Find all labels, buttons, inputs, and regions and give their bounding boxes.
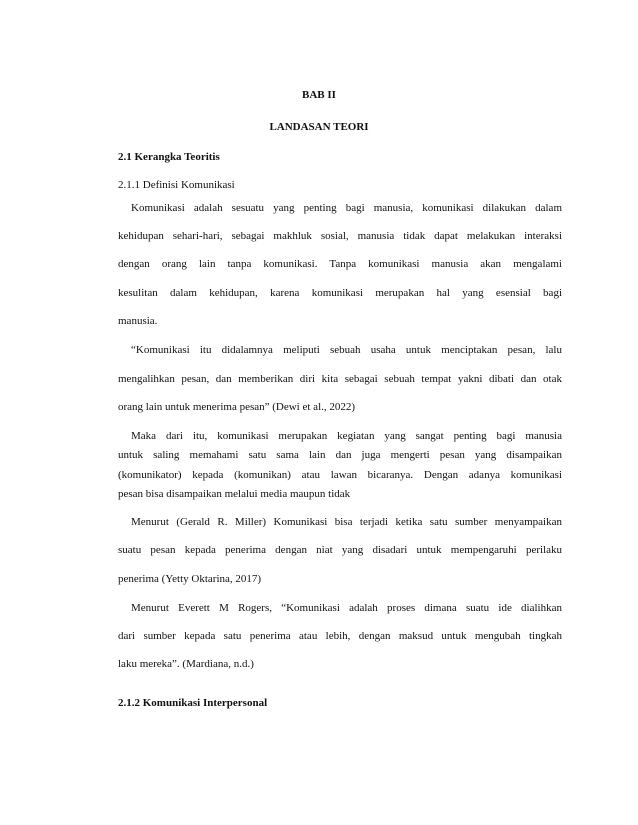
- subsection-heading-2-1-1: 2.1.1 Definisi Komunikasi: [118, 179, 235, 191]
- paragraph-3-line-2: untuk saling memahami satu sama lain dan juga mengerti pesan yang disampaikan: [118, 449, 562, 461]
- paragraph-1-line-4: kesulitan dalam kehidupan, karena komunikasi merupakan hal yang esensial bagi: [118, 287, 562, 299]
- paragraph-3-line-4: pesan bisa disampaikan melalui media maupun tidak: [118, 488, 351, 500]
- subsection-heading-2-1-2: 2.1.2 Komunikasi Interpersonal: [118, 697, 268, 709]
- paragraph-5-line-3: laku mereka”. (Mardiana, n.d.): [118, 658, 254, 670]
- paragraph-4-line-2: suatu pesan kepada penerima dengan niat yang disadari untuk mempengaruhi perilaku: [118, 544, 562, 556]
- paragraph-1-line-5: manusia.: [118, 315, 158, 327]
- paragraph-2-line-3: orang lain untuk menerima pesan” (Dewi et al., 2022): [118, 401, 356, 413]
- paragraph-2-line-1: “Komunikasi itu didalamnya meliputi sebuah usaha untuk menciptakan pesan, lalu: [131, 344, 562, 356]
- paragraph-1-line-3: dengan orang lain tanpa komunikasi. Tanpa komunikasi manusia akan mengalami: [118, 258, 562, 270]
- paragraph-2-line-2: mengalihkan pesan, dan memberikan diri kita sebagai sebuah tempat yakni dibati dan otak: [118, 373, 562, 385]
- paragraph-4-line-3: penerima (Yetty Oktarina, 2017): [118, 573, 262, 585]
- paragraph-4-line-1: Menurut (Gerald R. Miller) Komunikasi bisa terjadi ketika satu sumber menyampaikan: [131, 516, 562, 528]
- paragraph-3-line-3: (komunikator) kepada (komunikan) atau lawan bicaranya. Dengan adanya komunikasi: [118, 469, 562, 481]
- paragraph-5-line-1: Menurut Everett M Rogers, “Komunikasi adalah proses dimana suatu ide dialihkan: [131, 602, 562, 614]
- paragraph-3-line-1: Maka dari itu, komunikasi merupakan kegiatan yang sangat penting bagi manusia: [131, 430, 562, 442]
- paragraph-1-line-1: Komunikasi adalah sesuatu yang penting bagi manusia, komunikasi dilakukan dalam: [131, 202, 562, 214]
- chapter-title: LANDASAN TEORI: [269, 121, 369, 133]
- paragraph-1-line-2: kehidupan sehari-hari, sebagai makhluk sosial, manusia tidak dapat melakukan interaksi: [118, 230, 562, 242]
- section-heading-2-1: 2.1 Kerangka Teoritis: [118, 151, 220, 163]
- paragraph-5-line-2: dari sumber kepada satu penerima atau lebih, dengan maksud untuk mengubah tingkah: [118, 630, 562, 642]
- chapter-heading: BAB II: [302, 89, 336, 101]
